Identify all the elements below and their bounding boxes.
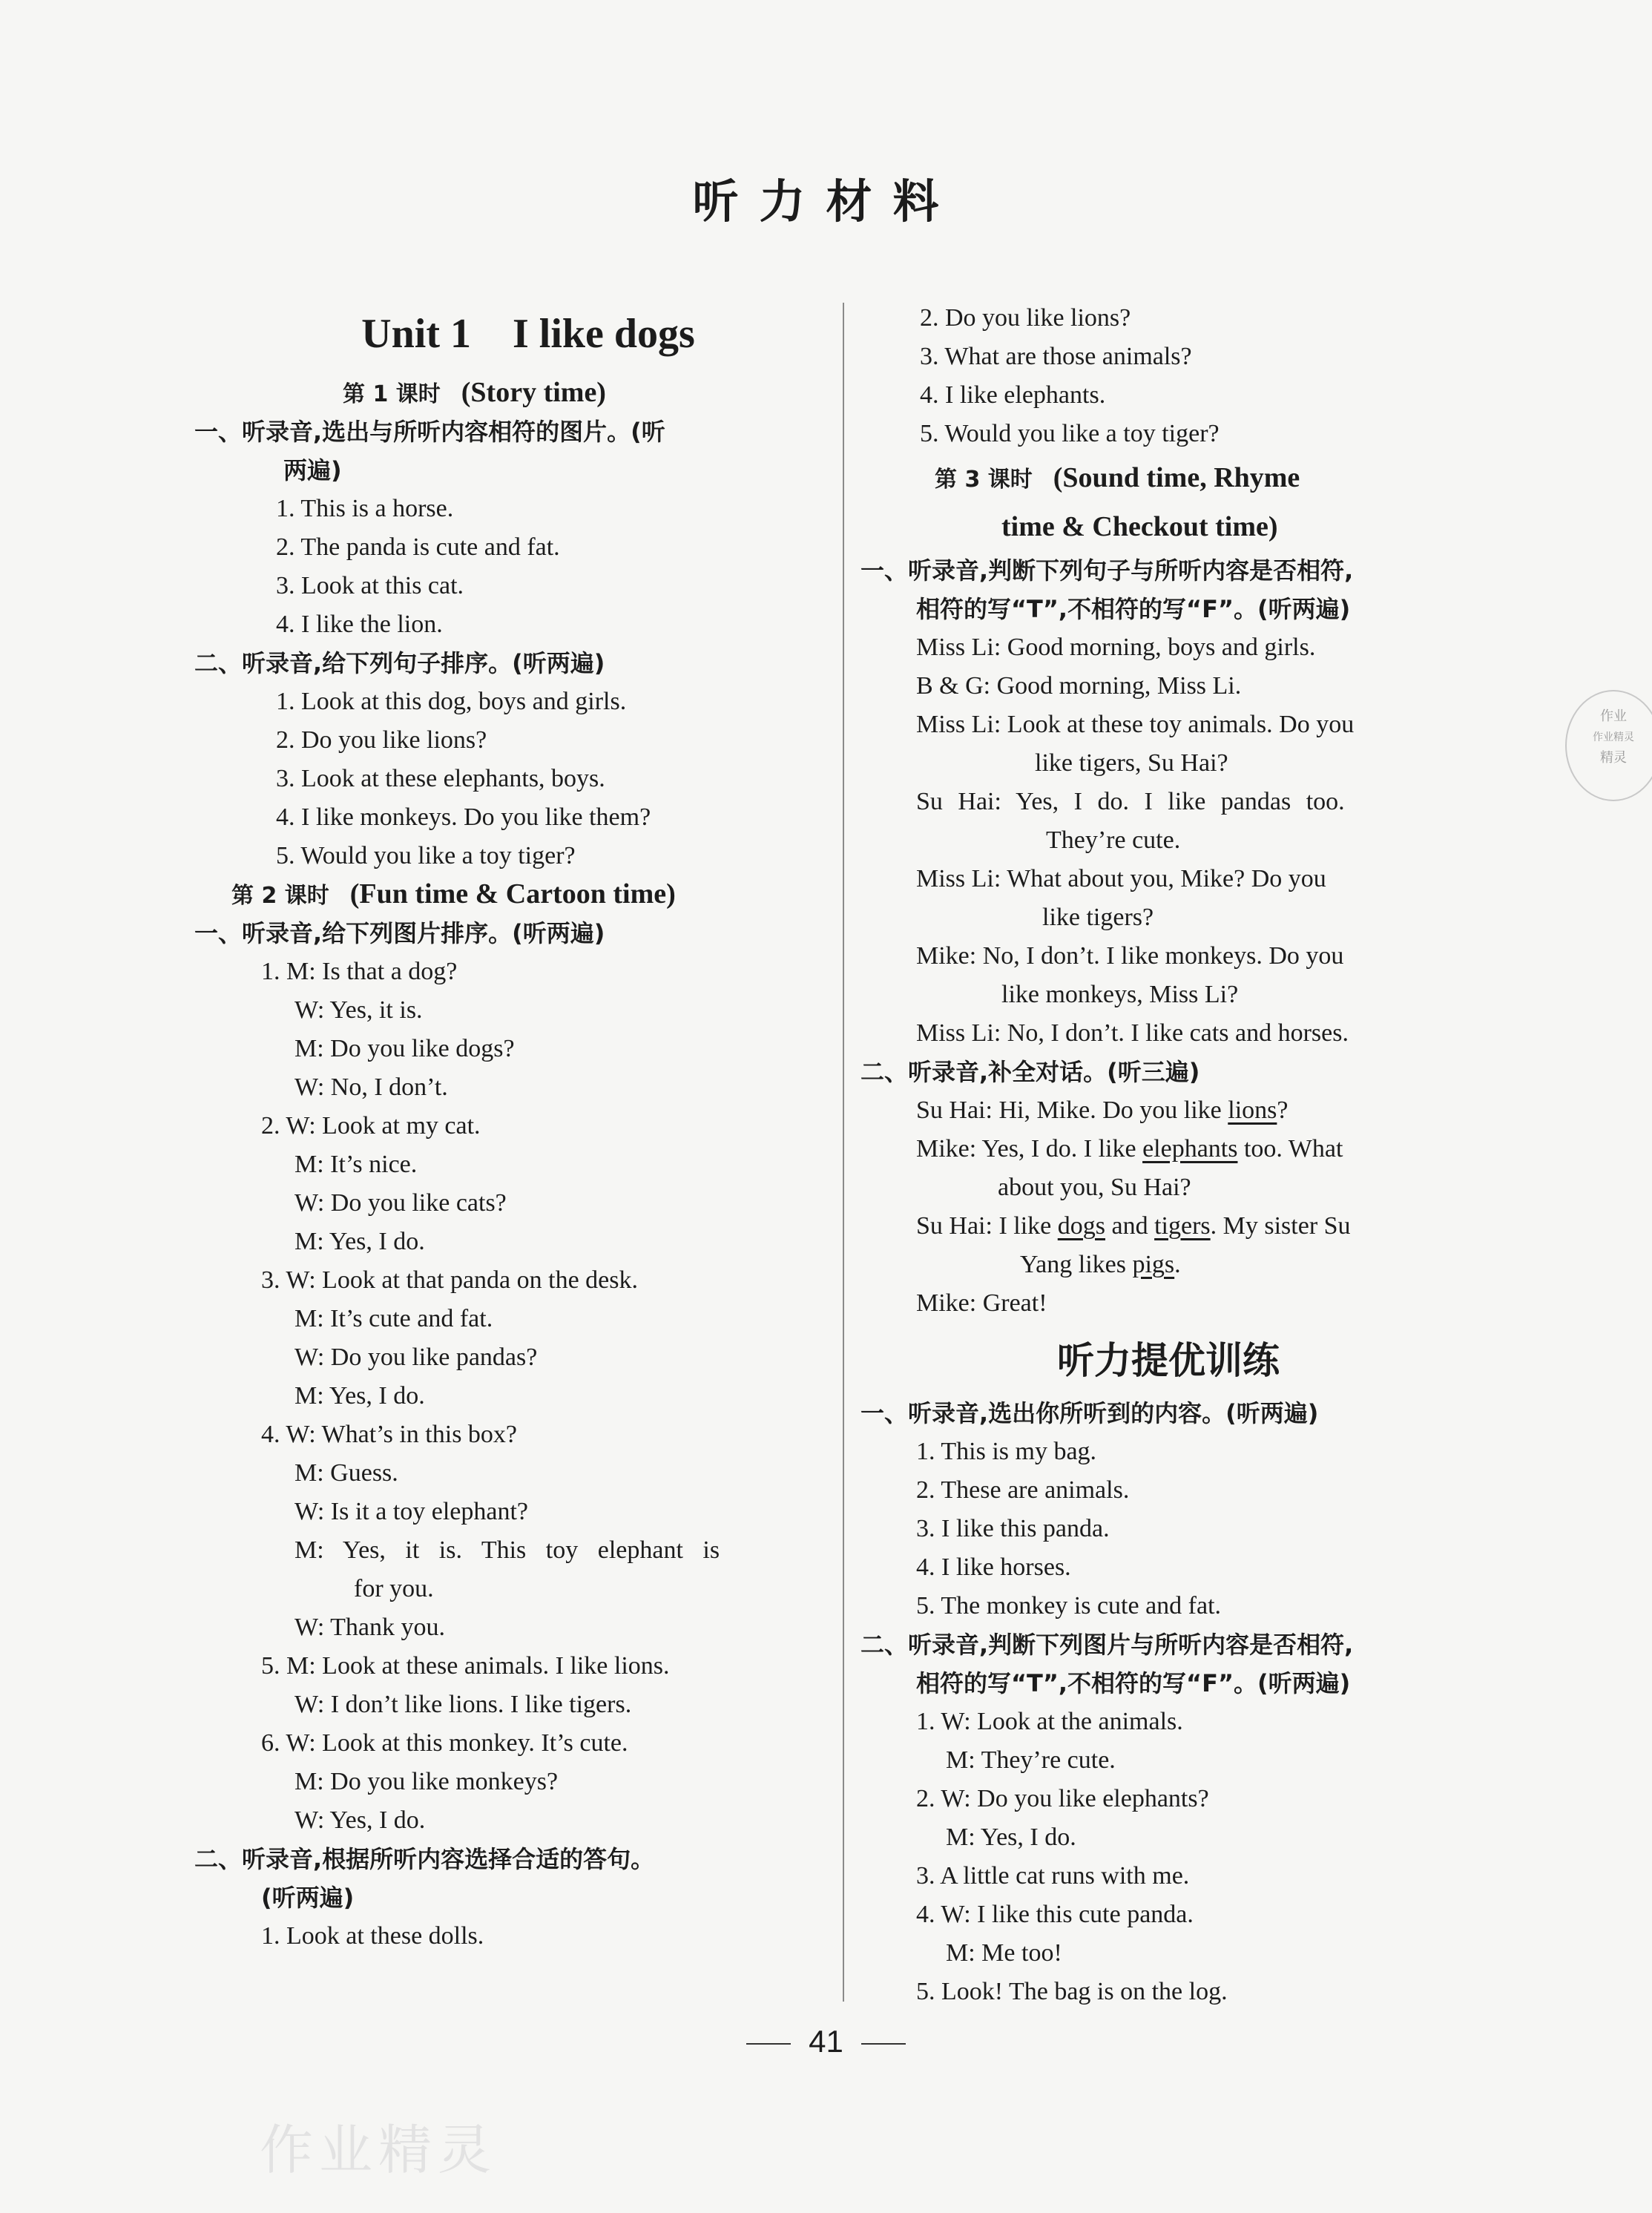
list-item: 4. I like the lion. <box>276 611 443 638</box>
answer-blank: tigers <box>1154 1212 1211 1240</box>
dialog-line: like tigers, Su Hai? <box>1035 749 1228 777</box>
stamp-line: 精灵 <box>1600 750 1627 766</box>
section-heading-cont: 相符的写“T”,不相符的写“F”。(听两遍) <box>916 595 1351 623</box>
list-item: 2. These are animals. <box>916 1476 1130 1504</box>
dialog-line: M: Yes, it is. This toy elephant is <box>294 1536 720 1564</box>
dialog-text: and <box>1105 1212 1155 1240</box>
page-number <box>0 2024 1652 2059</box>
corner-stamp <box>1565 690 1652 801</box>
dialog-text: too. What <box>1237 1135 1343 1163</box>
dialog-text: . <box>1174 1251 1181 1278</box>
practice-title: 听力提优训练 <box>1057 1339 1280 1382</box>
list-item: 5. The monkey is cute and fat. <box>916 1592 1222 1620</box>
dialog-line: W: Is it a toy elephant? <box>294 1498 529 1525</box>
dialog-line: M: Guess. <box>294 1459 398 1487</box>
dialog-line: M: It’s cute and fat. <box>294 1305 493 1332</box>
dialog-text: ? <box>1277 1096 1289 1124</box>
answer-blank: elephants <box>1142 1135 1238 1163</box>
section-heading-cont: (听两遍) <box>261 1884 355 1912</box>
list-item: 1. Look at these dolls. <box>261 1922 484 1950</box>
section-heading: 一、听录音,给下列图片排序。(听两遍) <box>194 919 605 947</box>
list-item: 3. What are those animals? <box>920 343 1192 370</box>
dialog-text: Su Hai: Hi, Mike. Do you like <box>916 1096 1228 1124</box>
lesson-3-heading <box>860 453 1476 502</box>
section-heading-cont: 相符的写“T”,不相符的写“F”。(听两遍) <box>916 1669 1351 1697</box>
dialog-line: 6. W: Look at this monkey. It’s cute. <box>261 1729 628 1757</box>
dialog-line: W: Thank you. <box>294 1614 446 1641</box>
dialog-line: 1. M: Is that a dog? <box>261 958 458 985</box>
dialog-line: 1. W: Look at the animals. <box>916 1708 1183 1735</box>
section-heading: 一、听录音,判断下列句子与所听内容是否相符, <box>860 556 1354 585</box>
answer-blank: dogs <box>1057 1212 1105 1240</box>
dialog-line: 4. W: What’s in this box? <box>261 1421 518 1448</box>
dialog-text: . My sister Su <box>1210 1212 1351 1240</box>
right-column <box>860 299 1476 2011</box>
dialog-line: W: No, I don’t. <box>294 1073 448 1101</box>
dialog-line: M: Yes, I do. <box>294 1228 425 1255</box>
dialog-line: M: Do you like dogs? <box>294 1035 515 1062</box>
list-item: 2. Do you like lions? <box>920 304 1131 332</box>
dialog-line: W: Do you like pandas? <box>294 1344 538 1371</box>
list-item: 3. I like this panda. <box>916 1515 1110 1542</box>
dialog-line: They’re cute. <box>1046 826 1181 854</box>
answer-blank: pigs <box>1132 1251 1175 1278</box>
lesson-subtitle: (Fun time & Cartoon time) <box>349 878 676 910</box>
list-item: 1. This is my bag. <box>916 1438 1097 1465</box>
dash-left <box>746 2043 791 2045</box>
dialog-line: M: Me too! <box>946 1939 1062 1967</box>
dialog-line: 4. W: I like this cute panda. <box>916 1901 1194 1928</box>
list-item: 3. Look at this cat. <box>276 572 464 599</box>
lesson-subtitle-cont: time & Checkout time) <box>1001 511 1278 542</box>
column-divider <box>843 303 844 2002</box>
dialog-text: Yang likes <box>1020 1251 1133 1278</box>
dialog-line: Su Hai: Yes, I do. I like pandas too. <box>916 788 1345 815</box>
lesson-label: 第 1 课时 <box>343 381 441 407</box>
dialog-line: Miss Li: No, I don’t. I like cats and horses. <box>916 1019 1349 1047</box>
dialog-line: W: Do you like cats? <box>294 1189 507 1217</box>
section-heading: 一、听录音,选出与所听内容相符的图片。(听 <box>194 418 665 446</box>
dialog-line: Miss Li: What about you, Mike? Do you <box>916 865 1326 892</box>
lesson-subtitle: (Story time) <box>461 377 606 408</box>
section-heading: 二、听录音,根据所听内容选择合适的答句。 <box>194 1845 655 1873</box>
dialog-line: W: Yes, it is. <box>294 996 423 1024</box>
answer-blank: lions <box>1228 1096 1277 1124</box>
left-column <box>194 304 825 1956</box>
dialog-line: Mike: Great! <box>916 1289 1047 1317</box>
dialog-line: like monkeys, Miss Li? <box>1001 981 1239 1008</box>
watermark: 作业精灵 <box>260 2119 498 2181</box>
dash-right <box>861 2043 906 2045</box>
dialog-line: Mike: No, I don’t. I like monkeys. Do you <box>916 942 1344 970</box>
section-heading: 二、听录音,判断下列图片与所听内容是否相符, <box>860 1631 1354 1659</box>
dialog-line: for you. <box>354 1575 434 1602</box>
dialog-line <box>860 1246 1476 1284</box>
list-item: 3. Look at these elephants, boys. <box>276 765 605 792</box>
page-number-text: 41 <box>809 2024 843 2059</box>
dialog-line: Miss Li: Look at these toy animals. Do you <box>916 711 1355 738</box>
dialog-line: about you, Su Hai? <box>998 1174 1191 1201</box>
dialog-line: 5. Look! The bag is on the log. <box>916 1978 1228 2005</box>
dialog-line: Miss Li: Good morning, boys and girls. <box>916 634 1316 661</box>
list-item: 5. Would you like a toy tiger? <box>920 420 1220 447</box>
page-title: 听力材料 <box>692 174 960 228</box>
dialog-line: B & G: Good morning, Miss Li. <box>916 672 1242 700</box>
lesson-label: 第 2 课时 <box>231 883 329 909</box>
dialog-line <box>860 1130 1476 1168</box>
dialog-text: Mike: Yes, I do. I like <box>916 1135 1143 1163</box>
list-item: 4. I like elephants. <box>920 381 1106 409</box>
dialog-line: 5. M: Look at these animals. I like lions. <box>261 1652 670 1680</box>
list-item: 1. This is a horse. <box>276 495 454 522</box>
unit-title: Unit 1 I like dogs <box>361 311 695 357</box>
dialog-line: M: They’re cute. <box>946 1746 1116 1774</box>
dialog-line: M: Do you like monkeys? <box>294 1768 559 1795</box>
list-item: 4. I like horses. <box>916 1553 1071 1581</box>
lesson-2-heading <box>194 875 825 914</box>
list-item: 2. The panda is cute and fat. <box>276 533 560 561</box>
section-heading: 二、听录音,给下列句子排序。(听两遍) <box>194 649 605 677</box>
list-item: 2. Do you like lions? <box>276 726 487 754</box>
list-item: 5. Would you like a toy tiger? <box>276 842 576 869</box>
dialog-line: W: Yes, I do. <box>294 1806 426 1834</box>
section-heading: 二、听录音,补全对话。(听三遍) <box>860 1058 1200 1086</box>
lesson-label: 第 3 课时 <box>935 467 1033 493</box>
dialog-line: M: Yes, I do. <box>294 1382 425 1410</box>
dialog-line: W: I don’t like lions. I like tigers. <box>294 1691 632 1718</box>
dialog-line: M: Yes, I do. <box>946 1824 1076 1851</box>
dialog-line: M: It’s nice. <box>294 1151 418 1178</box>
dialog-line: like tigers? <box>1042 904 1154 931</box>
dialog-text: Su Hai: I like <box>916 1212 1058 1240</box>
dialog-line <box>860 1091 1476 1130</box>
dialog-line: 2. W: Do you like elephants? <box>916 1785 1209 1812</box>
dialog-line: 3. A little cat runs with me. <box>916 1862 1190 1890</box>
list-item: 4. I like monkeys. Do you like them? <box>276 803 651 831</box>
list-item: 1. Look at this dog, boys and girls. <box>276 688 627 715</box>
stamp-line: 作业精灵 <box>1593 731 1634 743</box>
section-heading: 一、听录音,选出你所听到的内容。(听两遍) <box>860 1399 1319 1427</box>
lesson-subtitle: (Sound time, Rhyme <box>1053 462 1300 493</box>
dialog-line: 3. W: Look at that panda on the desk. <box>261 1266 638 1294</box>
lesson-1-heading <box>194 374 825 412</box>
stamp-line: 作业 <box>1600 708 1627 724</box>
section-heading-cont: 两遍) <box>283 456 342 484</box>
dialog-line: 2. W: Look at my cat. <box>261 1112 481 1140</box>
lesson-3-heading-cont <box>860 502 1476 551</box>
dialog-line <box>860 1207 1476 1246</box>
